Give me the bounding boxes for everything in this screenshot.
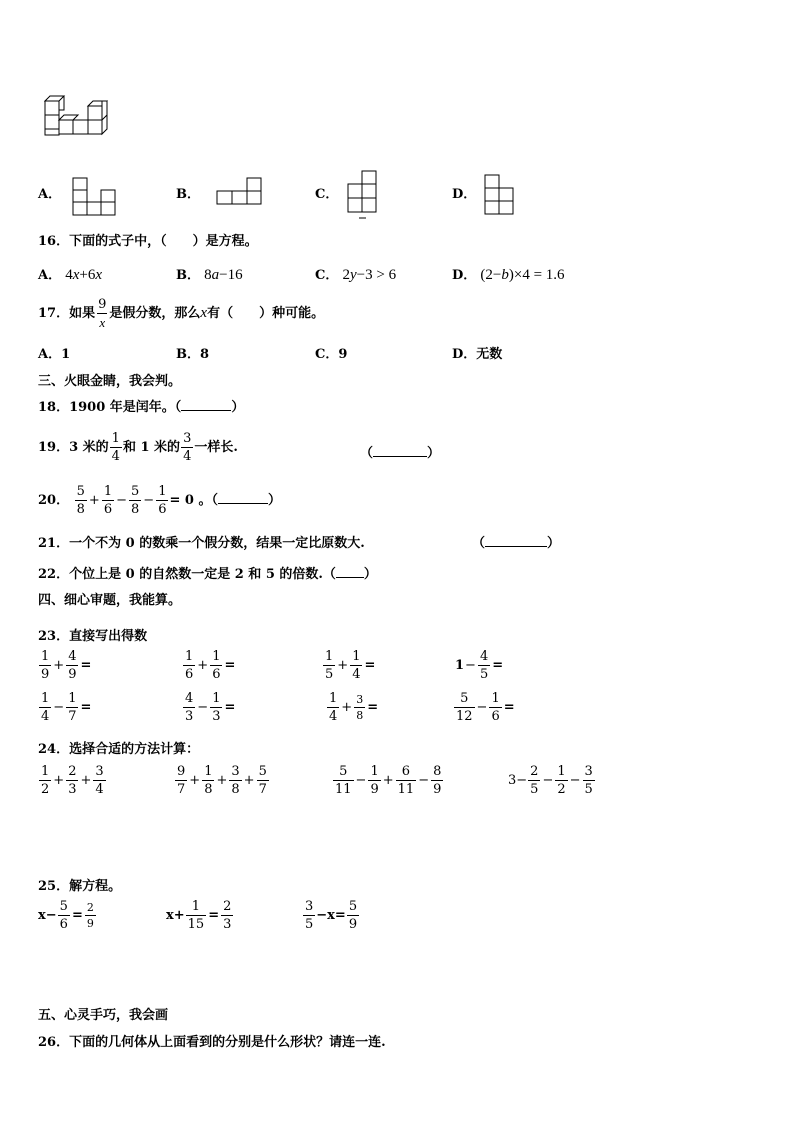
q23-r1-1-eq: = (80, 658, 92, 673)
q23-r2-2-a (183, 692, 195, 723)
q23-r1-1-b-num: 4 (68, 649, 77, 664)
q23-r2-2-eq: = (224, 700, 236, 715)
q19-frac-2 (181, 432, 193, 463)
q24-e1-op1: + (53, 773, 65, 788)
q23-r1-3-b-den: 4 (352, 667, 361, 682)
q23-r2-4-b (489, 692, 501, 723)
q25-e1-f1 (58, 900, 70, 931)
q24-e2-f1 (175, 765, 187, 796)
q16-a-var2: x (95, 267, 103, 283)
q23-r1-4-b-num: 4 (479, 649, 489, 664)
q16-option-d[interactable] (452, 264, 565, 284)
q23-r2-3-op: + (341, 700, 353, 715)
q24-e4-f3 (583, 765, 595, 796)
q24-e2-f2 (202, 765, 214, 796)
q23-r1-4-op: − (465, 658, 476, 673)
q23-r2-4-op: − (476, 700, 488, 715)
q20-term-3 (129, 485, 141, 516)
q16-option-c[interactable] (315, 264, 396, 284)
q23-r1-1-a (39, 650, 51, 681)
q17-post2: ）种可能。 (259, 306, 325, 321)
q19 (38, 432, 238, 463)
q23-r2-1-eq: = (80, 700, 92, 715)
q23-r2-1-a-num: 1 (41, 691, 50, 706)
q23-r2-1-op: − (53, 700, 65, 715)
q16-b-coef: 8 (204, 267, 212, 283)
q24-e2-f3-den: 8 (231, 782, 240, 797)
q17-stem (38, 298, 324, 329)
q25-e3-f2-den: 9 (348, 917, 358, 932)
q23-r2-1-b-num: 1 (68, 691, 77, 706)
q17-option-b-label: B． (176, 347, 200, 362)
q16-stem-b: ）是方程。 (192, 234, 258, 249)
q16-c-post: −3 > 6 (356, 267, 397, 283)
q24-e1-f1 (39, 765, 51, 796)
q23-r2-3-a-num: 1 (329, 691, 338, 706)
q23-r1-2-a-den: 6 (185, 667, 194, 682)
q16-option-d-label: D． (452, 268, 477, 283)
q23-r1-2-b-den: 6 (212, 667, 221, 682)
q15-option-b-label: B． (176, 187, 200, 202)
q15-option-c-label: C． (315, 187, 339, 202)
q24-e4-f1-den: 5 (530, 782, 539, 797)
q25-e1-f2 (85, 902, 96, 929)
q23-r1-3-eq: = (364, 658, 376, 673)
q24-e4-op2: − (569, 773, 581, 788)
q24-e1-f3 (93, 765, 105, 796)
q24-e2-op3: + (243, 773, 255, 788)
q25-e1-pre: x− (38, 908, 57, 923)
q19-f2-den: 4 (183, 449, 192, 464)
q20-op-1: + (88, 493, 100, 508)
q23-r2-3-b (354, 694, 365, 721)
q20-term-1 (75, 485, 87, 516)
q24-e1-f3-num: 3 (95, 764, 104, 779)
q18-number: 18． (38, 400, 70, 415)
q20-t3-num: 5 (131, 484, 140, 499)
q23-r1-1 (38, 650, 92, 681)
q16-a-coef: 4 (65, 267, 73, 283)
q21 (38, 532, 365, 551)
q25-e2-pre: x+ (166, 908, 185, 923)
q19-answer (360, 442, 440, 461)
q25-eq-1 (38, 900, 97, 931)
cube-figure-icon (44, 94, 108, 142)
q16-option-b[interactable] (176, 264, 243, 284)
q25-eq-2 (166, 900, 234, 931)
q16-d-close: )×4 = 1.6 (508, 267, 565, 283)
q24-e3-f1 (333, 765, 354, 796)
q15-option-a-label: A． (38, 187, 62, 202)
q19-answer-blank[interactable] (373, 444, 427, 457)
q23-r2-2-op: − (197, 700, 209, 715)
q25-e1-f1-num: 5 (59, 899, 68, 914)
q24-expr-4 (508, 765, 596, 796)
q18-close: ） (231, 400, 245, 415)
q24-e4-f2-den: 2 (557, 782, 566, 797)
q19-post: 一样长. (194, 440, 238, 455)
q24-e1-f1-den: 2 (41, 782, 50, 797)
q23-r2-2-a-den: 3 (185, 709, 194, 724)
q17-option-d[interactable] (452, 343, 502, 362)
q22-number: 22． (38, 567, 70, 582)
q18 (38, 396, 244, 415)
q24-e1-f1-num: 1 (41, 764, 50, 779)
q24-e3-f4 (431, 765, 443, 796)
q24-e3-f3-den: 11 (397, 782, 415, 797)
q16-stem-a: 下面的式子中，（ (69, 234, 167, 249)
q21-close: ） (547, 536, 561, 551)
q16-b-var: a (211, 267, 220, 283)
q24-e3-f4-num: 8 (433, 764, 442, 779)
q20-op-2: − (116, 493, 127, 508)
q24-e4-f1-num: 2 (530, 764, 539, 779)
q23-r2-1 (38, 692, 92, 723)
q23-r2-2-b (210, 692, 222, 723)
q23-r2-1-b-den: 7 (68, 709, 77, 724)
q17-option-a-label: A． (38, 347, 62, 362)
q24-expr-1 (38, 765, 107, 796)
q24-e4-op1: − (542, 773, 554, 788)
q23-r2-1-a (39, 692, 51, 723)
q20-t2-den: 6 (103, 502, 113, 517)
q24-e2-f2-num: 1 (204, 764, 213, 779)
q20-t1-num: 5 (76, 484, 85, 499)
q23-r2-3-a-den: 4 (329, 709, 338, 724)
q23-r2-4-b-num: 1 (491, 691, 500, 706)
section-5-heading: 五、心灵手巧，我会画 (38, 1008, 169, 1023)
q17-frac-den: x (99, 315, 106, 330)
q23-r2-3-a (327, 692, 339, 723)
q22-text: 个位上是 0 的自然数一定是 2 和 5 的倍数.（ (69, 567, 336, 582)
q17-fraction (96, 298, 108, 329)
grid-shape-c-icon (346, 170, 378, 220)
q25-e2-f2 (221, 900, 233, 931)
q19-frac-1 (110, 432, 122, 463)
q24-e1-f2 (66, 765, 78, 796)
q23-r1-2-op: + (197, 658, 209, 673)
q25-e3-f1 (303, 900, 315, 931)
grid-shape-b-icon (216, 177, 262, 205)
q23-title-text: 直接写出得数 (69, 629, 148, 644)
q26-text: 下面的几何体从上面看到的分别是什么形状？请连一连. (69, 1035, 386, 1050)
q20 (38, 485, 281, 516)
q15-option-d-label: D． (452, 187, 477, 202)
q19-open: （ (360, 446, 374, 461)
q20-term-2 (102, 485, 114, 516)
grid-shape-a-icon (72, 177, 116, 217)
q21-answer-blank[interactable] (485, 534, 547, 547)
section-4-heading: 四、细心审题，我能算。 (38, 593, 182, 608)
q21-number: 21． (38, 536, 70, 551)
section-3-heading: 三、火眼金睛，我会判。 (38, 374, 182, 389)
q20-close: ） (267, 493, 281, 508)
q23-r1-2-b-num: 1 (212, 649, 221, 664)
q21-text: 一个不为 0 的数乘一个假分数，结果一定比原数大. (69, 536, 365, 551)
q23-number: 23． (38, 629, 70, 644)
q23-r1-1-b (66, 650, 78, 681)
q26 (38, 1031, 386, 1050)
q24-title (38, 738, 199, 757)
q23-r1-3-a-num: 1 (325, 649, 334, 664)
q25-e2-f1-den: 15 (187, 917, 205, 932)
q23-r1-1-a-num: 1 (41, 649, 50, 664)
q23-r2-2 (182, 692, 236, 723)
q25-e1-f2-den: 9 (86, 917, 94, 930)
q23-r2-3-eq: = (367, 700, 379, 715)
q17-pre: 如果 (69, 306, 96, 321)
q25-e1-eq: = (71, 908, 83, 923)
q23-r2-2-b-num: 1 (212, 691, 221, 706)
q24-e3-f4-den: 9 (433, 782, 442, 797)
q24-e3-op3: − (418, 773, 430, 788)
q23-r2-4-a-num: 5 (460, 691, 469, 706)
q23-r1-2-b (210, 650, 222, 681)
q19-pre: 3 米的 (69, 440, 109, 455)
q23-r2-2-a-num: 4 (185, 691, 194, 706)
q23-r1-3-a (323, 650, 335, 681)
q17-frac-num: 9 (98, 297, 107, 312)
q19-close: ） (427, 446, 441, 461)
q22 (38, 563, 377, 582)
q17-post: 有（ (207, 306, 234, 321)
q16-a-mid: +6 (79, 267, 96, 283)
q17-option-c-value: 9 (338, 347, 348, 362)
q18-text: 1900 年是闰年。（ (69, 400, 182, 415)
q20-number: 20． (38, 493, 70, 508)
q24-e3-f1-num: 5 (339, 764, 348, 779)
q23-r2-3-b-num: 3 (356, 693, 364, 706)
q23-title (38, 625, 147, 644)
q20-eq: = 0 。（ (169, 493, 218, 508)
q24-e2-f4-den: 7 (258, 782, 267, 797)
q20-op-3: − (143, 493, 155, 508)
q17-option-a-value: 1 (61, 347, 71, 362)
q23-r1-2 (182, 650, 236, 681)
q19-f1-den: 4 (111, 449, 120, 464)
q20-t1-den: 8 (76, 502, 85, 517)
q24-e2-f4-num: 5 (258, 764, 267, 779)
q22-answer-blank[interactable] (336, 565, 364, 578)
q16-d-var: b (501, 267, 509, 283)
q24-e4-f2 (555, 765, 567, 796)
q20-t4-den: 6 (158, 502, 167, 517)
q16-option-c-label: C． (315, 268, 339, 283)
q25-e3-f1-den: 5 (305, 917, 314, 932)
q23-r1-2-a-num: 1 (185, 649, 194, 664)
q24-e2-op1: + (189, 773, 201, 788)
q19-f1-num: 1 (111, 431, 120, 446)
q23-r2-4-eq: = (503, 700, 515, 715)
q24-e3-op2: + (382, 773, 394, 788)
q24-e1-f2-num: 2 (68, 764, 77, 779)
q24-e2-f3-num: 3 (231, 764, 240, 779)
q16-a-var1: x (72, 267, 80, 283)
q23-r1-3-b-num: 1 (352, 649, 361, 664)
q23-r1-4-whole: 1 (455, 658, 465, 673)
q25-e3-f1-num: 3 (305, 899, 314, 914)
q25-e2-eq: = (208, 908, 220, 923)
q16-number: 16． (38, 234, 70, 249)
q16-c-coef: 2 (342, 267, 350, 283)
q25-title-text: 解方程。 (69, 879, 122, 894)
q24-e3-f2-den: 9 (370, 782, 379, 797)
q23-r2-1-b (66, 692, 78, 723)
q25-e2-f2-den: 3 (223, 917, 232, 932)
q24-e3-op1: − (355, 773, 367, 788)
q25-e2-f1 (186, 900, 207, 931)
q25-e3-f2-num: 5 (348, 899, 358, 914)
q24-e1-f2-den: 3 (68, 782, 77, 797)
q16-option-b-label: B． (176, 268, 200, 283)
q24-e4-lead: 3− (508, 773, 528, 788)
q24-expr-2 (174, 765, 270, 796)
q24-expr-3 (332, 765, 444, 796)
q23-r2-3 (326, 692, 379, 723)
q23-r2-4-a-den: 12 (456, 709, 473, 724)
q24-e2-f3 (229, 765, 241, 796)
q17-option-c-label: C． (315, 347, 339, 362)
q24-e1-op2: + (80, 773, 92, 788)
q17-option-a[interactable] (38, 343, 70, 362)
q24-e2-f2-den: 8 (204, 782, 213, 797)
q21-answer (472, 532, 560, 551)
q25-title (38, 875, 121, 894)
q23-r2-2-b-den: 3 (212, 709, 221, 724)
q16-option-a-label: A． (38, 268, 62, 283)
q25-e3-f2 (347, 900, 359, 931)
q18-answer-blank[interactable] (181, 398, 231, 411)
grid-shape-d-icon (484, 174, 516, 216)
q23-r2-4 (453, 692, 516, 723)
q25-eq-3 (302, 900, 360, 931)
q23-r1-3-b (350, 650, 362, 681)
q23-r1-3-op: + (337, 658, 349, 673)
q16-option-a[interactable] (38, 264, 102, 284)
q23-r1-3 (322, 650, 376, 681)
q22-close: ） (363, 567, 377, 582)
q17-var: x (200, 305, 208, 321)
q17-option-b[interactable] (176, 343, 209, 362)
q25-e1-f2-num: 2 (86, 901, 94, 914)
q24-e2-f1-num: 9 (177, 764, 186, 779)
q20-t3-den: 8 (131, 502, 140, 517)
q17-option-b-value: 8 (200, 347, 210, 362)
q24-e4-f1 (528, 765, 540, 796)
q24-e4-f2-num: 1 (557, 764, 566, 779)
q23-r2-3-b-den: 8 (356, 709, 364, 722)
q24-e1-f3-den: 4 (95, 782, 104, 797)
q23-r1-2-a (183, 650, 195, 681)
q23-r1-2-eq: = (224, 658, 236, 673)
q20-answer-blank[interactable] (218, 491, 268, 504)
q20-term-4 (156, 485, 168, 516)
q24-e2-op2: + (216, 773, 228, 788)
q23-r1-1-op: + (53, 658, 65, 673)
q16-c-var: y (350, 267, 357, 283)
q24-e3-f2-num: 1 (370, 764, 379, 779)
q23-r1-4 (455, 650, 504, 681)
q23-r1-4-eq: = (492, 658, 504, 673)
q23-r2-4-a (454, 692, 475, 723)
q23-r1-1-a-den: 9 (41, 667, 50, 682)
q19-f2-num: 3 (183, 431, 192, 446)
q16-b-post: −16 (219, 267, 243, 283)
q19-mid: 和 1 米的 (122, 440, 181, 455)
q24-e4-f3-num: 3 (584, 764, 593, 779)
q20-t4-num: 1 (158, 484, 167, 499)
q16-d-open: (2− (480, 267, 502, 283)
q16-stem (38, 230, 258, 249)
q23-r1-3-a-den: 5 (325, 667, 334, 682)
q25-number: 25． (38, 879, 70, 894)
q24-e3-f3-num: 6 (401, 764, 411, 779)
q24-e3-f3 (396, 765, 417, 796)
q24-e4-f3-den: 5 (584, 782, 593, 797)
q19-number: 19． (38, 440, 70, 455)
q20-t2-num: 1 (103, 484, 113, 499)
q23-r1-4-b-den: 5 (479, 667, 489, 682)
q25-e2-f1-num: 1 (191, 899, 201, 914)
q24-e2-f4 (257, 765, 269, 796)
q17-option-d-value: 无数 (476, 347, 503, 362)
q24-title-text: 选择合适的方法计算： (69, 742, 200, 757)
q24-e2-f1-den: 7 (177, 782, 186, 797)
q21-open: （ (472, 536, 486, 551)
q25-e1-f1-den: 6 (59, 917, 68, 932)
q17-number: 17． (38, 306, 70, 321)
q23-r1-4-b (478, 650, 490, 681)
q23-r2-4-b-den: 6 (491, 709, 500, 724)
q24-e3-f1-den: 11 (335, 782, 352, 797)
q25-e3-mid: −x= (316, 908, 346, 923)
q17-mid: 是假分数，那么 (109, 306, 201, 321)
q24-number: 24． (38, 742, 70, 757)
q23-r1-1-b-den: 9 (68, 667, 77, 682)
q17-option-c[interactable] (315, 343, 347, 362)
q23-r2-1-a-den: 4 (41, 709, 50, 724)
q24-e3-f2 (368, 765, 380, 796)
q25-e2-f2-num: 2 (223, 899, 232, 914)
q17-option-d-label: D． (452, 347, 477, 362)
q26-number: 26． (38, 1035, 70, 1050)
